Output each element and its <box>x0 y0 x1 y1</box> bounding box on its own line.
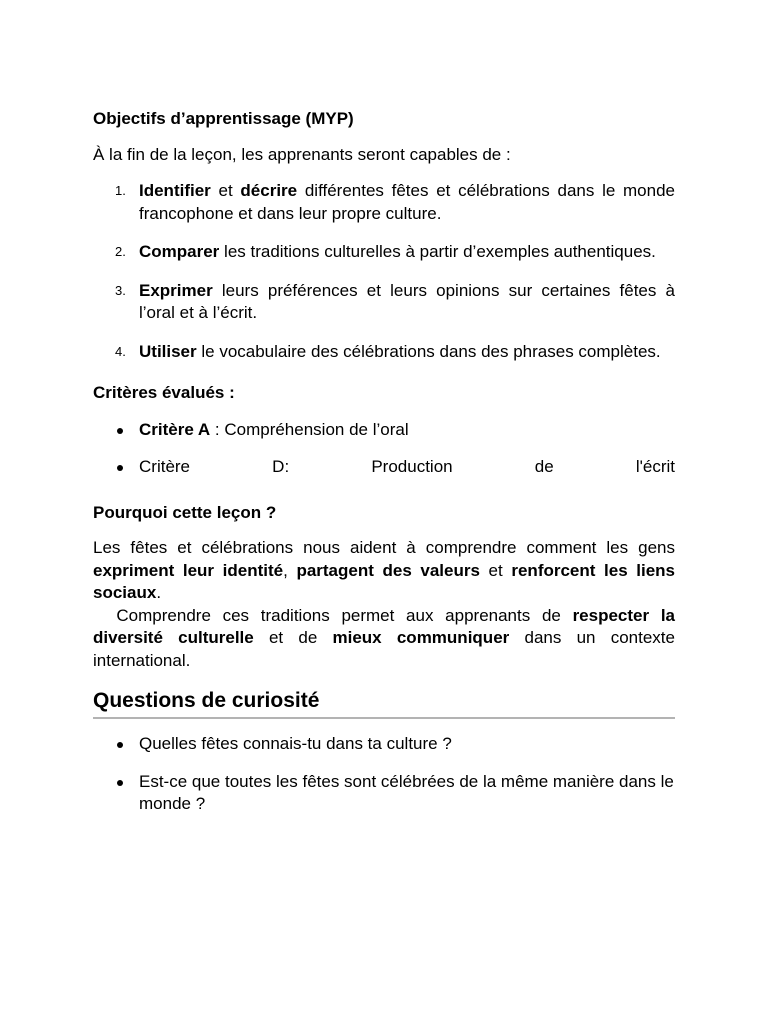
objective-item-1 <box>93 180 675 225</box>
para-text: . <box>156 583 162 602</box>
objective-text: les traditions culturelles à partir d’exemples authentiques. <box>219 242 656 261</box>
question-item <box>93 771 675 816</box>
objective-number: 1. <box>115 183 126 198</box>
criteres-list <box>93 419 675 479</box>
objective-text: le vocabulaire des célébrations dans des phrases complètes. <box>196 341 661 361</box>
objective-keyword: Identifier <box>139 181 211 200</box>
critere-label: Critère A <box>139 419 211 439</box>
objective-text: leurs préférences et leurs opinions sur certaines fêtes à l’oral et à l’écrit. <box>139 280 675 322</box>
pourquoi-paragraph <box>93 537 675 672</box>
question-text: Est-ce que toutes les fêtes sont célébrées de la même manière dans le monde ? <box>139 771 674 813</box>
question-item <box>93 733 675 756</box>
para-text: , <box>283 560 297 580</box>
pourquoi-heading: Pourquoi cette leçon ? <box>93 502 277 522</box>
para-emphasis: expriment leur identité <box>93 560 284 580</box>
objective-keyword: Exprimer <box>139 280 213 300</box>
bullet-icon <box>117 742 123 748</box>
question-text: Quelles fêtes connais-tu dans ta culture ? <box>139 734 452 753</box>
curiosite-list <box>93 733 675 816</box>
objective-item-3 <box>93 280 675 325</box>
objective-item-4 <box>93 341 675 364</box>
para-emphasis: mieux communiquer <box>332 628 510 647</box>
objective-text: et <box>210 181 241 200</box>
para-text: Comprendre ces traditions permet aux apprenants de <box>93 605 573 625</box>
bullet-icon <box>117 780 123 786</box>
objective-number: 4. <box>115 343 126 359</box>
para-text: dans un contexte international. <box>93 628 675 670</box>
para-text: Les fêtes et célébrations nous aident à comprendre comment les gens <box>93 538 675 557</box>
objective-text: différentes fêtes et célébrations dans le monde francophone et dans leur propre culture. <box>139 181 675 223</box>
critere-item-d <box>93 456 675 479</box>
document-content <box>93 108 675 831</box>
critere-item-a <box>93 419 675 442</box>
para-text: et <box>479 560 512 580</box>
para-emphasis: partagent des valeurs <box>296 560 480 580</box>
objective-keyword: décrire <box>240 181 298 200</box>
bullet-icon <box>117 465 123 471</box>
critere-text: Critère D: Production de l'écrit <box>139 457 675 476</box>
objectives-list <box>93 180 675 363</box>
objective-keyword: Utiliser <box>139 341 197 361</box>
para-text: et de <box>253 628 333 647</box>
objectifs-heading: Objectifs d’apprentissage (MYP) <box>93 109 354 128</box>
critere-text: : Compréhension de l’oral <box>210 419 409 439</box>
objectifs-intro: À la fin de la leçon, les apprenants seront capables de : <box>93 144 511 164</box>
objective-number: 2. <box>115 244 126 259</box>
para-emphasis: renforcent les liens sociaux <box>93 560 676 602</box>
bullet-icon <box>117 428 123 434</box>
para-emphasis: respecter la diversité culturelle <box>93 605 675 647</box>
objective-item-2 <box>93 241 675 264</box>
objective-number: 3. <box>115 282 126 298</box>
curiosite-heading: Questions de curiosité <box>93 687 675 719</box>
objective-keyword: Comparer <box>139 242 220 261</box>
criteres-heading: Critères évalués : <box>93 383 235 402</box>
